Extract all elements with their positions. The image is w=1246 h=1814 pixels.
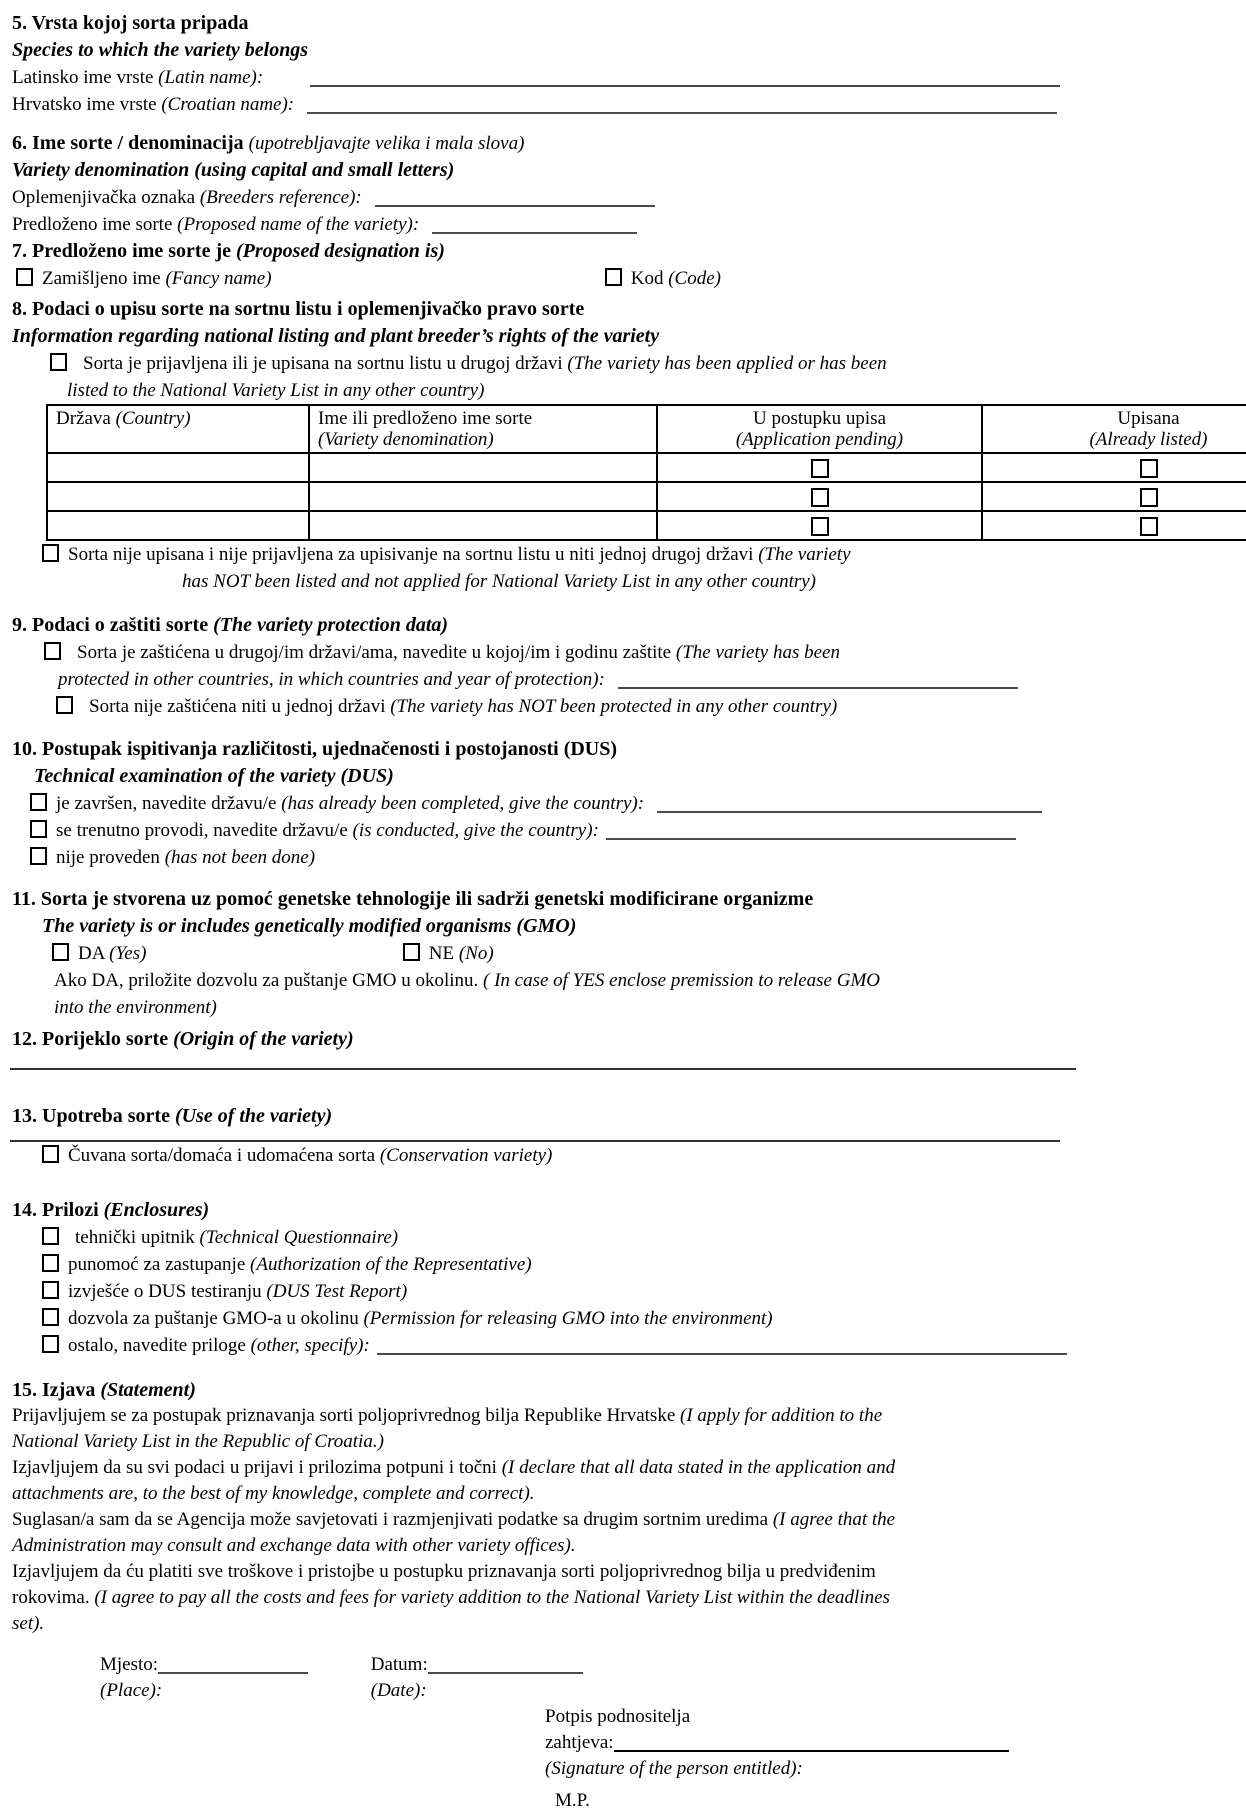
place-label-en: (Place): [100, 1680, 163, 1701]
not-listed-label-en: (The variety [758, 544, 851, 565]
row1-pending-checkbox[interactable] [811, 459, 829, 478]
protection-countries-field[interactable] [618, 669, 1018, 689]
signature-field[interactable] [614, 1732, 1009, 1752]
not-listed-row [42, 541, 1246, 568]
gmo-permission-checkbox[interactable] [42, 1308, 59, 1326]
section-10-title: 10. Postupak ispitivanja različitosti, ujednačenosti i postojanosti (DUS) [12, 738, 618, 760]
listed-cell [982, 511, 1246, 540]
date-field[interactable] [428, 1654, 583, 1674]
statement-line: attachments are, to the best of my knowledge, complete and correct). [12, 1483, 535, 1504]
statement-line: Izjavljujem da ću platiti sve troškove i pristojbe u postupku priznavanja sorti poljoprivrednog bilja u predviđenim [12, 1561, 876, 1582]
other-enclosure-field[interactable] [377, 1335, 1067, 1355]
gmo-note-en2: into the environment) [54, 997, 217, 1018]
applied-other-country-label: Sorta je prijavljena ili je upisana na sortnu listu u drugoj državi [83, 353, 568, 374]
section-15-title: 15. Izjava (Statement) [12, 1379, 196, 1401]
fancy-name-option [16, 265, 600, 292]
denomination-cell[interactable] [309, 482, 657, 511]
gmo-no-checkbox[interactable] [403, 943, 420, 961]
dus-completed-label: je završen, navedite državu/e [56, 793, 282, 814]
statement-line: Suglasan/a sam da se Agencija može savjetovati i razmjenjivati podatke sa drugim sortnim uredima (I agree that the [12, 1509, 896, 1530]
place-group [100, 1652, 366, 1678]
signature-caption-en: (Signature of the person entitled): [545, 1758, 803, 1779]
enclosure-other-row: ostalo, navedite priloge (other, specify): [42, 1332, 1246, 1359]
croatian-name-label: Hrvatsko ime vrste [12, 94, 162, 115]
dus-conducted-label-en: (is conducted, give the country): [352, 820, 599, 841]
listed-cell [982, 453, 1246, 482]
section-8 [12, 296, 1246, 595]
enclosure-gmo-permission-row: dozvola za puštanje GMO-a u okolinu (Permission for releasing GMO into the environment) [42, 1305, 1246, 1332]
other-enclosure-checkbox[interactable] [42, 1335, 59, 1353]
section-9-title: 9. Podaci o zaštiti sorte (The variety protection data) [12, 614, 449, 636]
section-12-title: 12. Porijeklo sorte (Origin of the variety) [12, 1028, 354, 1050]
stamp-placeholder: M.P. [555, 1790, 590, 1811]
section-13-title: 13. Upotreba sorte (Use of the variety) [12, 1105, 333, 1127]
table-row [47, 482, 1246, 511]
statement-line: rokovima. (I agree to pay all the costs and fees for variety addition to the National Variety List within the deadlines [12, 1587, 890, 1608]
signature-caption-line2: zahtjeva: [545, 1732, 614, 1753]
gmo-yes-label-en: (Yes) [109, 943, 147, 964]
code-label-en: (Code) [668, 268, 721, 289]
pending-cell [657, 453, 982, 482]
proposed-name-row [12, 211, 1246, 238]
latin-name-label: Latinsko ime vrste [12, 67, 159, 88]
denomination-column-header: Ime ili predloženo ime sorte (Variety denomination) [309, 405, 657, 453]
gmo-no-label: NE [428, 943, 459, 964]
section-10 [12, 736, 1246, 871]
place-date-en-row [100, 1678, 1246, 1704]
section-9 [12, 612, 1246, 720]
form-footer [12, 1652, 1246, 1814]
section-7-title: 7. Predloženo ime sorte je (Proposed designation is) [12, 240, 445, 262]
gmo-note-row [54, 967, 1246, 994]
listed-cell [982, 482, 1246, 511]
conservation-variety-checkbox[interactable] [42, 1145, 59, 1163]
applied-other-country-row [50, 350, 1246, 377]
statement-line: set). [12, 1613, 45, 1634]
proposed-name-label: Predloženo ime sorte [12, 214, 178, 235]
dus-conducted-label: se trenutno provodi, navedite državu/e [56, 820, 353, 841]
gmo-yes-label: DA [78, 943, 110, 964]
section-15 [12, 1377, 1246, 1637]
date-label-en: (Date): [370, 1680, 427, 1701]
breeders-reference-field[interactable] [375, 187, 655, 207]
dus-conducted-row [30, 817, 1246, 844]
signature-caption-line1: Potpis podnositelja [545, 1706, 691, 1727]
dus-not-done-row [30, 844, 1246, 871]
statement-line: National Variety List in the Republic of Croatia.) [12, 1431, 384, 1452]
section-5-subtitle-en: Species to which the variety belongs [12, 39, 309, 61]
protected-elsewhere-label-en: (The variety has been [675, 642, 840, 663]
code-option [605, 268, 721, 289]
applied-other-country-checkbox[interactable] [50, 353, 67, 371]
conservation-variety-label: Čuvana sorta/domaća i udomaćena sorta [68, 1145, 380, 1166]
origin-writing-line[interactable] [10, 1066, 1076, 1070]
enclosure-technical-questionnaire-row: tehnički upitnik (Technical Questionnaire) [42, 1224, 1246, 1251]
pending-column-header: U postupku upisa (Application pending) [657, 405, 982, 453]
section-5-title: 5. Vrsta kojoj sorta pripada [12, 12, 249, 34]
technical-questionnaire-checkbox[interactable] [42, 1227, 59, 1245]
enclosure-authorization-row: punomoć za zastupanje (Authorization of the Representative) [42, 1251, 1246, 1278]
gmo-note: Ako DA, priložite dozvolu za puštanje GMO u okolinu. [54, 970, 484, 991]
gmo-choice-row [52, 940, 1246, 967]
listed-column-header: Upisana (Already listed) [982, 405, 1246, 453]
latin-name-field[interactable] [310, 67, 1060, 87]
section-10-subtitle-en: Technical examination of the variety (DUS) [34, 765, 394, 787]
proposed-name-label-en: (Proposed name of the variety): [177, 214, 420, 235]
section-11-subtitle-en: The variety is or includes genetically modified organisms (GMO) [42, 915, 577, 937]
date-group [371, 1654, 583, 1675]
place-label: Mjesto: [100, 1654, 159, 1675]
not-listed-label: Sorta nije upisana i nije prijavljena za upisivanje na sortnu listu u niti jednoj drugoj državi [68, 544, 759, 565]
croatian-name-label-en: (Croatian name): [161, 94, 295, 115]
section-7 [12, 238, 1246, 293]
row2-listed-checkbox[interactable] [1140, 488, 1158, 507]
section-12 [12, 1026, 1246, 1070]
row2-pending-checkbox[interactable] [811, 488, 829, 507]
table-row [47, 453, 1246, 482]
form-page [12, 10, 1246, 1814]
row1-listed-checkbox[interactable] [1140, 459, 1158, 478]
dus-conducted-checkbox[interactable] [30, 820, 47, 838]
country-cell[interactable] [47, 482, 309, 511]
conservation-variety-label-en: (Conservation variety) [379, 1145, 553, 1166]
listing-table-header-row [47, 405, 1246, 453]
applied-other-country-label-en2: listed to the National Variety List in any other country) [67, 380, 485, 401]
section-8-subtitle-en: Information regarding national listing and plant breeder’s rights of the variety [12, 325, 660, 347]
section-8-title: 8. Podaci o upisu sorte na sortnu listu i oplemenjivačko pravo sorte [12, 298, 585, 320]
row3-listed-checkbox[interactable] [1140, 517, 1158, 536]
section-11-title: 11. Sorta je stvorena uz pomoć genetske tehnologije ili sadrži genetski modificirane organizme [12, 888, 814, 910]
section-14 [12, 1197, 1246, 1359]
table-row [47, 511, 1246, 540]
not-listed-checkbox[interactable] [42, 544, 59, 562]
statement-line: Izjavljujem da su svi podaci u prijavi i prilozima potpuni i točni (I declare that all data stated in the application and [12, 1457, 896, 1478]
not-protected-checkbox[interactable] [56, 696, 73, 714]
protected-elsewhere-row [44, 639, 1246, 666]
breeders-reference-label-en: (Breeders reference): [199, 187, 362, 208]
fancy-name-label: Zamišljeno ime [42, 268, 166, 289]
date-label: Datum: [370, 1654, 428, 1675]
not-listed-label-en2: has NOT been listed and not applied for National Variety List in any other country) [182, 571, 817, 592]
section-6-title-note: (upotrebljavajte velika i mala slova) [248, 133, 525, 154]
proposed-name-field[interactable] [432, 214, 637, 234]
row3-pending-checkbox[interactable] [811, 517, 829, 536]
code-label: Kod [630, 268, 669, 289]
fancy-name-checkbox[interactable] [16, 268, 33, 286]
pending-cell [657, 511, 982, 540]
place-date-row [100, 1652, 1246, 1678]
dus-completed-country-field[interactable] [657, 793, 1042, 813]
dus-conducted-country-field[interactable] [606, 820, 1016, 840]
not-protected-label: Sorta nije zaštićena niti u jednoj državi [89, 696, 391, 717]
gmo-no-label-en: (No) [458, 943, 494, 964]
enclosure-dus-report-row: izvješće o DUS testiranju (DUS Test Report) [42, 1278, 1246, 1305]
croatian-name-row [12, 91, 1246, 118]
protected-elsewhere-row2 [58, 666, 1246, 693]
section-5 [12, 10, 1246, 118]
section-6-subtitle-en: Variety denomination (using capital and small letters) [12, 159, 455, 181]
gmo-yes-option [52, 940, 398, 967]
applied-other-country-label-en: (The variety has been applied or has been [567, 353, 887, 374]
dus-not-done-checkbox[interactable] [30, 847, 47, 865]
other-country-listing-table [46, 404, 1246, 541]
place-field[interactable] [158, 1654, 308, 1674]
breeders-reference-row [12, 184, 1246, 211]
signature-row [545, 1730, 1246, 1756]
statement-line: Administration may consult and exchange data with other variety offices). [12, 1535, 576, 1556]
country-cell[interactable] [47, 453, 309, 482]
breeders-reference-label: Oplemenjivačka oznaka [12, 187, 200, 208]
code-checkbox[interactable] [605, 268, 622, 286]
country-cell[interactable] [47, 511, 309, 540]
section-14-title: 14. Prilozi (Enclosures) [12, 1199, 210, 1221]
protected-elsewhere-checkbox[interactable] [44, 642, 61, 660]
dus-completed-row [30, 790, 1246, 817]
section-11 [12, 886, 1246, 1021]
authorization-checkbox[interactable] [42, 1254, 59, 1272]
section-6-title: 6. Ime sorte / denominacija (upotrebljavajte velika i mala slova) [12, 132, 525, 154]
not-protected-label-en: (The variety has NOT been protected in any other country) [390, 696, 838, 717]
dus-completed-label-en: (has already been completed, give the country): [281, 793, 645, 814]
designation-choice-row [12, 265, 1246, 293]
gmo-yes-checkbox[interactable] [52, 943, 69, 961]
dus-not-done-label: nije proveden [56, 847, 165, 868]
not-protected-row [56, 693, 1246, 720]
latin-name-label-en: (Latin name): [158, 67, 264, 88]
croatian-name-field[interactable] [307, 94, 1057, 114]
protected-elsewhere-label: Sorta je zaštićena u drugoj/im državi/ama, navedite u kojoj/im i godinu zaštite [77, 642, 676, 663]
pending-cell [657, 482, 982, 511]
gmo-note-en: ( In case of YES enclose premission to release GMO [483, 970, 881, 991]
section-6 [12, 130, 1246, 238]
denomination-cell[interactable] [309, 453, 657, 482]
protected-elsewhere-label-en2: protected in other countries, in which countries and year of protection): [58, 669, 605, 690]
latin-name-row [12, 64, 1246, 91]
denomination-cell[interactable] [309, 511, 657, 540]
section-13 [12, 1103, 1246, 1169]
dus-report-checkbox[interactable] [42, 1281, 59, 1299]
gmo-no-option [403, 943, 494, 964]
country-column-header: Država (Country) [47, 405, 309, 453]
conservation-variety-row [42, 1142, 1246, 1169]
statement-line: Prijavljujem se za postupak priznavanja sorti poljoprivrednog bilja Republike Hrvatske (I apply for addition to the [12, 1405, 883, 1426]
dus-completed-checkbox[interactable] [30, 793, 47, 811]
fancy-name-label-en: (Fancy name) [165, 268, 272, 289]
dus-not-done-label-en: (has not been done) [164, 847, 316, 868]
